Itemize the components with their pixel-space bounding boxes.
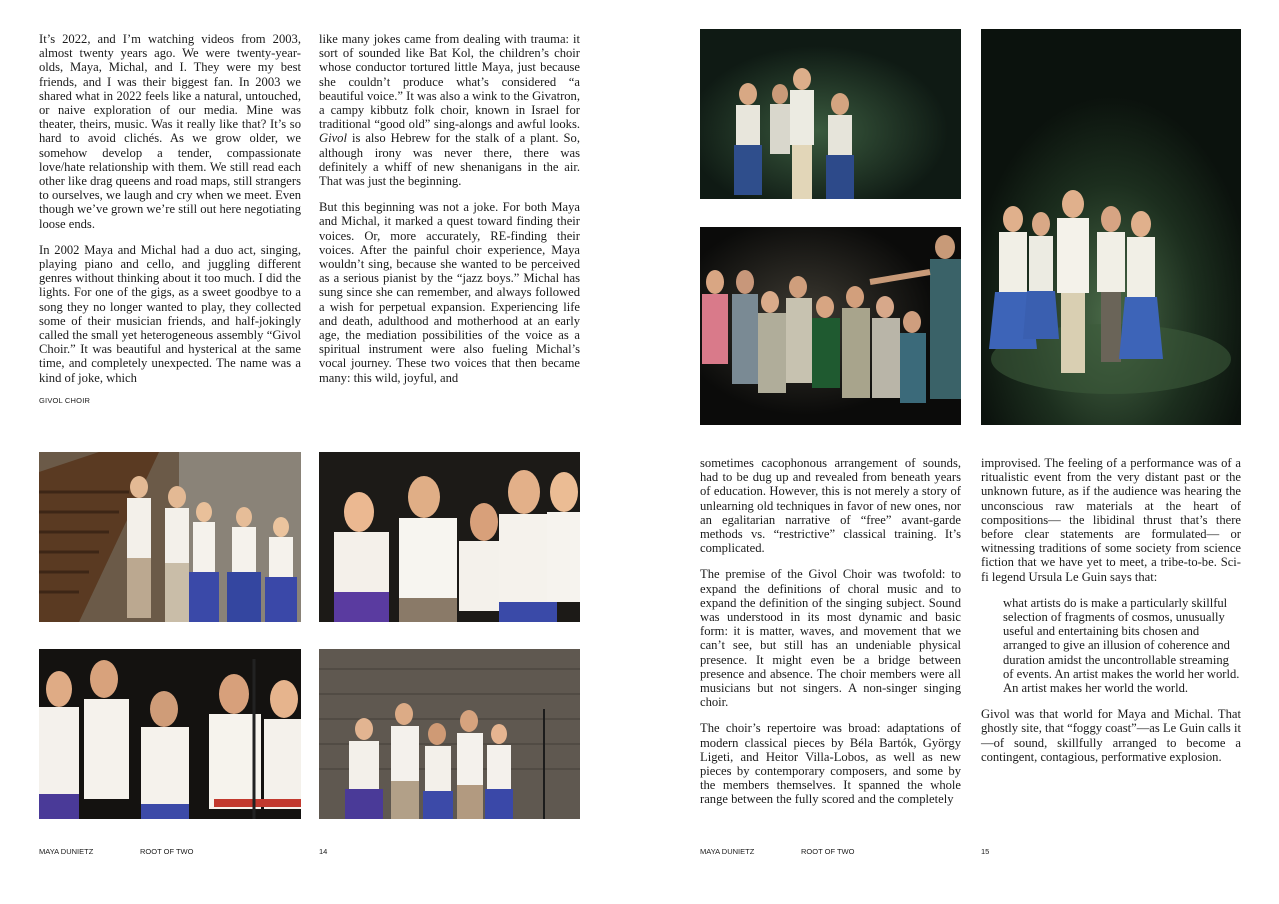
footer-title: ROOT OF TWO [801,847,855,856]
paragraph: Givol was that world for Maya and Michal. That ghostly site, that “foggy coast”—as Le Guin calls it—of sound, skillfully arranged to become a contingent, contagious, performative explosion. [981,707,1241,764]
choir-photo-staircase [39,452,301,622]
paragraph: sometimes cacophonous arrangement of sounds, had to be dug up and revealed from beneath years of education. However, this is not merely a story of unlearning old techniques in favor of new ones, nor an egalitarian narrative of “free” avant-garde methods vs. “restrictive” classical training. It’s complicated. [700,456,961,556]
paragraph: like many jokes came from dealing with trauma: it sort of sounded like Bat Kol, the children’s choir whose conductor tortured little Maya, just because she couldn’t produce what’s considered “a beautiful voice.” It was also a wink to the Givatron, a campy kibbutz folk choir, known in Israel for traditional “good old” sing-alongs and awful looks. Givol is also Hebrew for the stalk of a plant. So, although irony was never there, there was definitely a whiff of new shenanigans in the air. That was just the beginning. [319,32,580,189]
choir-photo-conductor-group [700,227,961,425]
left-column-2 [319,32,580,397]
paragraph: It’s 2022, and I’m watching videos from 2003, almost twenty years ago. We were twenty-year-olds, Maya, Michal, and I. They were my best friends, and I was their biggest fan. In 2003 we shared what in 2022 feels like a natural, untouched, or naive exploration of our media. Mine was theater, theirs, music. Was it really like that? It’s so hard to avoid clichés. As we grow older, we somehow develop a tender, compassionate love/hate relationship with them. We still read each other like drag queens and road maps, still strangers to ourselves, we laugh and cry when we meet. Even though we’ve grown we’re still out here negotiating loose ends. [39,32,301,231]
choir-photo-spotlight-tall [981,29,1241,425]
choir-photo-closeup-singers [319,452,580,622]
right-column-1 [700,456,961,819]
choir-photo-concrete-wall [319,649,580,819]
paragraph: improvised. The feeling of a performance was of a ritualistic event from the very distant past or the unknown future, as if the audience was hearing the unconscious raw materials at the heart of compositions— the libidinal thrust that’s there before clear statements are formulated— or witnessing traditions of some society from science fiction that we have yet to meet, a tribe-to-be. Sci-fi legend Ursula Le Guin says that: [981,456,1241,584]
block-quote: what artists do is make a particularly skillful selection of fragments of cosmos, unusually useful and entertaining bits chosen and arranged to give an illusion of coherence and duration amidst the uncontrollable streaming of events. An artist makes the world her world. An artist makes her world the world. [1003,595,1240,696]
right-column-2 [981,456,1241,776]
paragraph: The premise of the Givol Choir was twofold: to expand the definitions of choral music and to expand the definition of the singing subject. Sound was understood in its most dynamic and basic form: it is matter, waves, and movement that we can’t see, but still has an undeniable physical presence. It might even be a bridge between presence and absence. The choir members were all musicians but not singers. A non-singer singing choir. [700,567,961,710]
paragraph: In 2002 Maya and Michal had a duo act, singing, playing piano and cello, and juggling different genres without thinking about it too much. I did the lights. For one of the gigs, as a sweet goodbye to a song they no longer wanted to play, they collected some of their musician friends, and half-jokingly called the small yet heterogeneous assembly “Givol Choir.” It was beautiful and hysterical at the same time, and completely unexpected. The name was a kind of joke, which [39,242,301,385]
page-number: 15 [981,847,990,856]
photo-caption: GIVOL CHOIR [39,396,91,405]
choir-photo-line-singing [39,649,301,819]
paragraph: But this beginning was not a joke. For both Maya and Michal, it marked a quest toward finding their voices. Or, more accurately, RE-finding their voices. After the painful choir experience, Maya wouldn’t sing, because she wanted to be perceived as a serious pianist by the “jazz boys.” Michal has sung since she can remember, and always followed a wish for perpetual expansion. Experiencing life and death, adulthood and motherhood at an early age, the mediation possibilities of the voice as a spiritual instrument were also fueling Michal’s vocal journey. These two voices that then became many: this wild, joyful, and [319,200,580,385]
page-number: 14 [319,847,328,856]
footer-title: ROOT OF TWO [140,847,194,856]
footer-author: MAYA DUNIETZ [39,847,94,856]
paragraph: The choir’s repertoire was broad: adaptations of modern classical pieces by Béla Bartók, György Ligeti, and Heitor Villa-Lobos, as well as new pieces by contemporary composers, and some by the members themselves. It spanned the whole range between the fully scored and the completely [700,721,961,807]
choir-photo-dark-stage-top [700,29,961,199]
footer-author: MAYA DUNIETZ [700,847,755,856]
left-column-1 [39,32,301,397]
